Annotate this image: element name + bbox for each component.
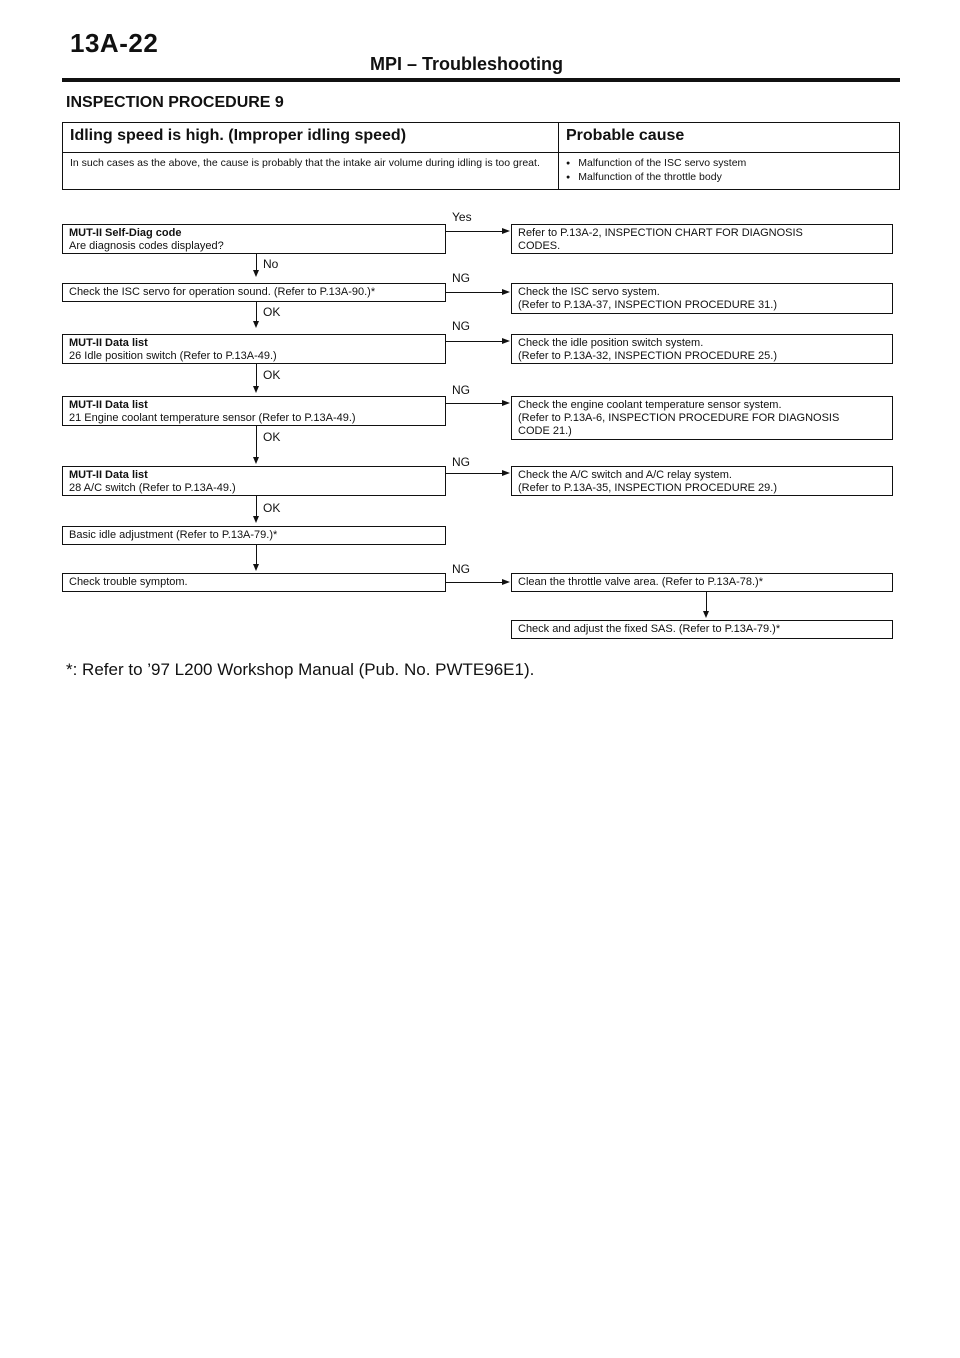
step-text: Are diagnosis codes displayed? — [69, 240, 224, 252]
step-title: MUT-II Self-Diag code — [69, 227, 182, 239]
step-text: Check trouble symptom. — [69, 576, 188, 588]
flow-step-ac-switch — [62, 466, 446, 496]
step-text: Basic idle adjustment (Refer to P.13A-79.)* — [69, 529, 278, 541]
action-text: CODES. — [518, 240, 561, 252]
cause-item: ● Malfunction of the ISC servo system — [566, 157, 746, 171]
connector — [256, 364, 257, 386]
symptom-cause-table — [62, 122, 900, 190]
arrow-right-icon — [502, 289, 510, 295]
procedure-title: INSPECTION PROCEDURE 9 — [66, 94, 284, 111]
connector — [446, 341, 502, 342]
connector — [256, 496, 257, 516]
branch-label-ok: OK — [263, 305, 281, 319]
step-text: Check the ISC servo for operation sound. (Refer to P.13A-90.)* — [69, 286, 376, 298]
symptom-description: In such cases as the above, the cause is probably that the intake air volume during idling is too great. — [70, 157, 540, 169]
action-text: (Refer to P.13A-37, INSPECTION PROCEDURE 31.) — [518, 299, 777, 311]
step-title: MUT-II Data list — [69, 469, 148, 481]
footnote: *: Refer to ’97 L200 Workshop Manual (Pub. No. PWTE96E1). — [66, 660, 535, 679]
action-text: (Refer to P.13A-32, INSPECTION PROCEDURE 25.) — [518, 350, 777, 362]
step-text: 26 Idle position switch (Refer to P.13A-49.) — [69, 350, 277, 362]
section-title: MPI – Troubleshooting — [370, 54, 563, 74]
action-text: Check the ISC servo system. — [518, 286, 660, 298]
arrow-down-icon — [703, 611, 709, 618]
action-text: Check the A/C switch and A/C relay system. — [518, 469, 732, 481]
flow-step-idle-position-switch — [62, 334, 446, 364]
branch-label-ng: NG — [452, 271, 470, 285]
cause-item: ● Malfunction of the throttle body — [566, 171, 746, 185]
action-box-ac-switch — [511, 466, 893, 496]
branch-label-ng: NG — [452, 562, 470, 576]
flow-step-self-diag — [62, 224, 446, 254]
connector — [446, 231, 502, 232]
action-text: Clean the throttle valve area. (Refer to P.13A-78.)* — [518, 576, 763, 588]
connector — [446, 403, 502, 404]
connector — [256, 545, 257, 564]
arrow-down-icon — [253, 321, 259, 328]
action-text: Refer to P.13A-2, INSPECTION CHART FOR DIAGNOSIS — [518, 227, 803, 239]
action-text: (Refer to P.13A-35, INSPECTION PROCEDURE 29.) — [518, 482, 777, 494]
arrow-down-icon — [253, 564, 259, 571]
flow-step-isc-servo-sound — [62, 283, 446, 302]
action-text: (Refer to P.13A-6, INSPECTION PROCEDURE FOR DIAGNOSIS — [518, 412, 840, 424]
branch-label-ok: OK — [263, 501, 281, 515]
arrow-down-icon — [253, 270, 259, 277]
action-text: Check and adjust the fixed SAS. (Refer to P.13A-79.)* — [518, 623, 781, 635]
header-rule — [62, 78, 900, 82]
action-box-adjust-fixed-sas — [511, 620, 893, 639]
action-box-clean-throttle-valve — [511, 573, 893, 592]
arrow-right-icon — [502, 338, 510, 344]
connector — [256, 302, 257, 321]
arrow-right-icon — [502, 228, 510, 234]
arrow-down-icon — [253, 457, 259, 464]
branch-label-ng: NG — [452, 455, 470, 469]
arrow-right-icon — [502, 579, 510, 585]
flow-step-coolant-temp-sensor — [62, 396, 446, 426]
flow-step-basic-idle-adjustment — [62, 526, 446, 545]
arrow-right-icon — [502, 400, 510, 406]
action-box-coolant-temp-sensor — [511, 396, 893, 440]
table-divider — [558, 123, 559, 189]
branch-label-no: No — [263, 257, 279, 271]
cause-heading: Probable cause — [566, 127, 685, 144]
table-header-rule — [63, 152, 899, 153]
arrow-down-icon — [253, 386, 259, 393]
connector — [706, 592, 707, 611]
branch-label-ng: NG — [452, 383, 470, 397]
symptom-heading: Idling speed is high. (Improper idling speed) — [70, 127, 407, 144]
connector — [446, 473, 502, 474]
action-box-isc-servo — [511, 283, 893, 314]
probable-cause-list — [566, 157, 746, 185]
connector — [446, 292, 502, 293]
action-text: CODE 21.) — [518, 425, 572, 437]
connector — [256, 426, 257, 457]
arrow-right-icon — [502, 470, 510, 476]
connector — [446, 582, 502, 583]
step-text: 21 Engine coolant temperature sensor (Refer to P.13A-49.) — [69, 412, 356, 424]
action-box-diagnosis-codes — [511, 224, 893, 254]
action-text: Check the engine coolant temperature sensor system. — [518, 399, 782, 411]
branch-label-ng: NG — [452, 319, 470, 333]
connector — [256, 254, 257, 270]
step-title: MUT-II Data list — [69, 337, 148, 349]
arrow-down-icon — [253, 516, 259, 523]
action-text: Check the idle position switch system. — [518, 337, 704, 349]
step-title: MUT-II Data list — [69, 399, 148, 411]
branch-label-yes: Yes — [452, 210, 472, 224]
branch-label-ok: OK — [263, 430, 281, 444]
flow-step-check-trouble-symptom — [62, 573, 446, 592]
branch-label-ok: OK — [263, 368, 281, 382]
step-text: 28 A/C switch (Refer to P.13A-49.) — [69, 482, 236, 494]
page-number: 13A-22 — [70, 28, 159, 58]
action-box-idle-position-switch — [511, 334, 893, 364]
